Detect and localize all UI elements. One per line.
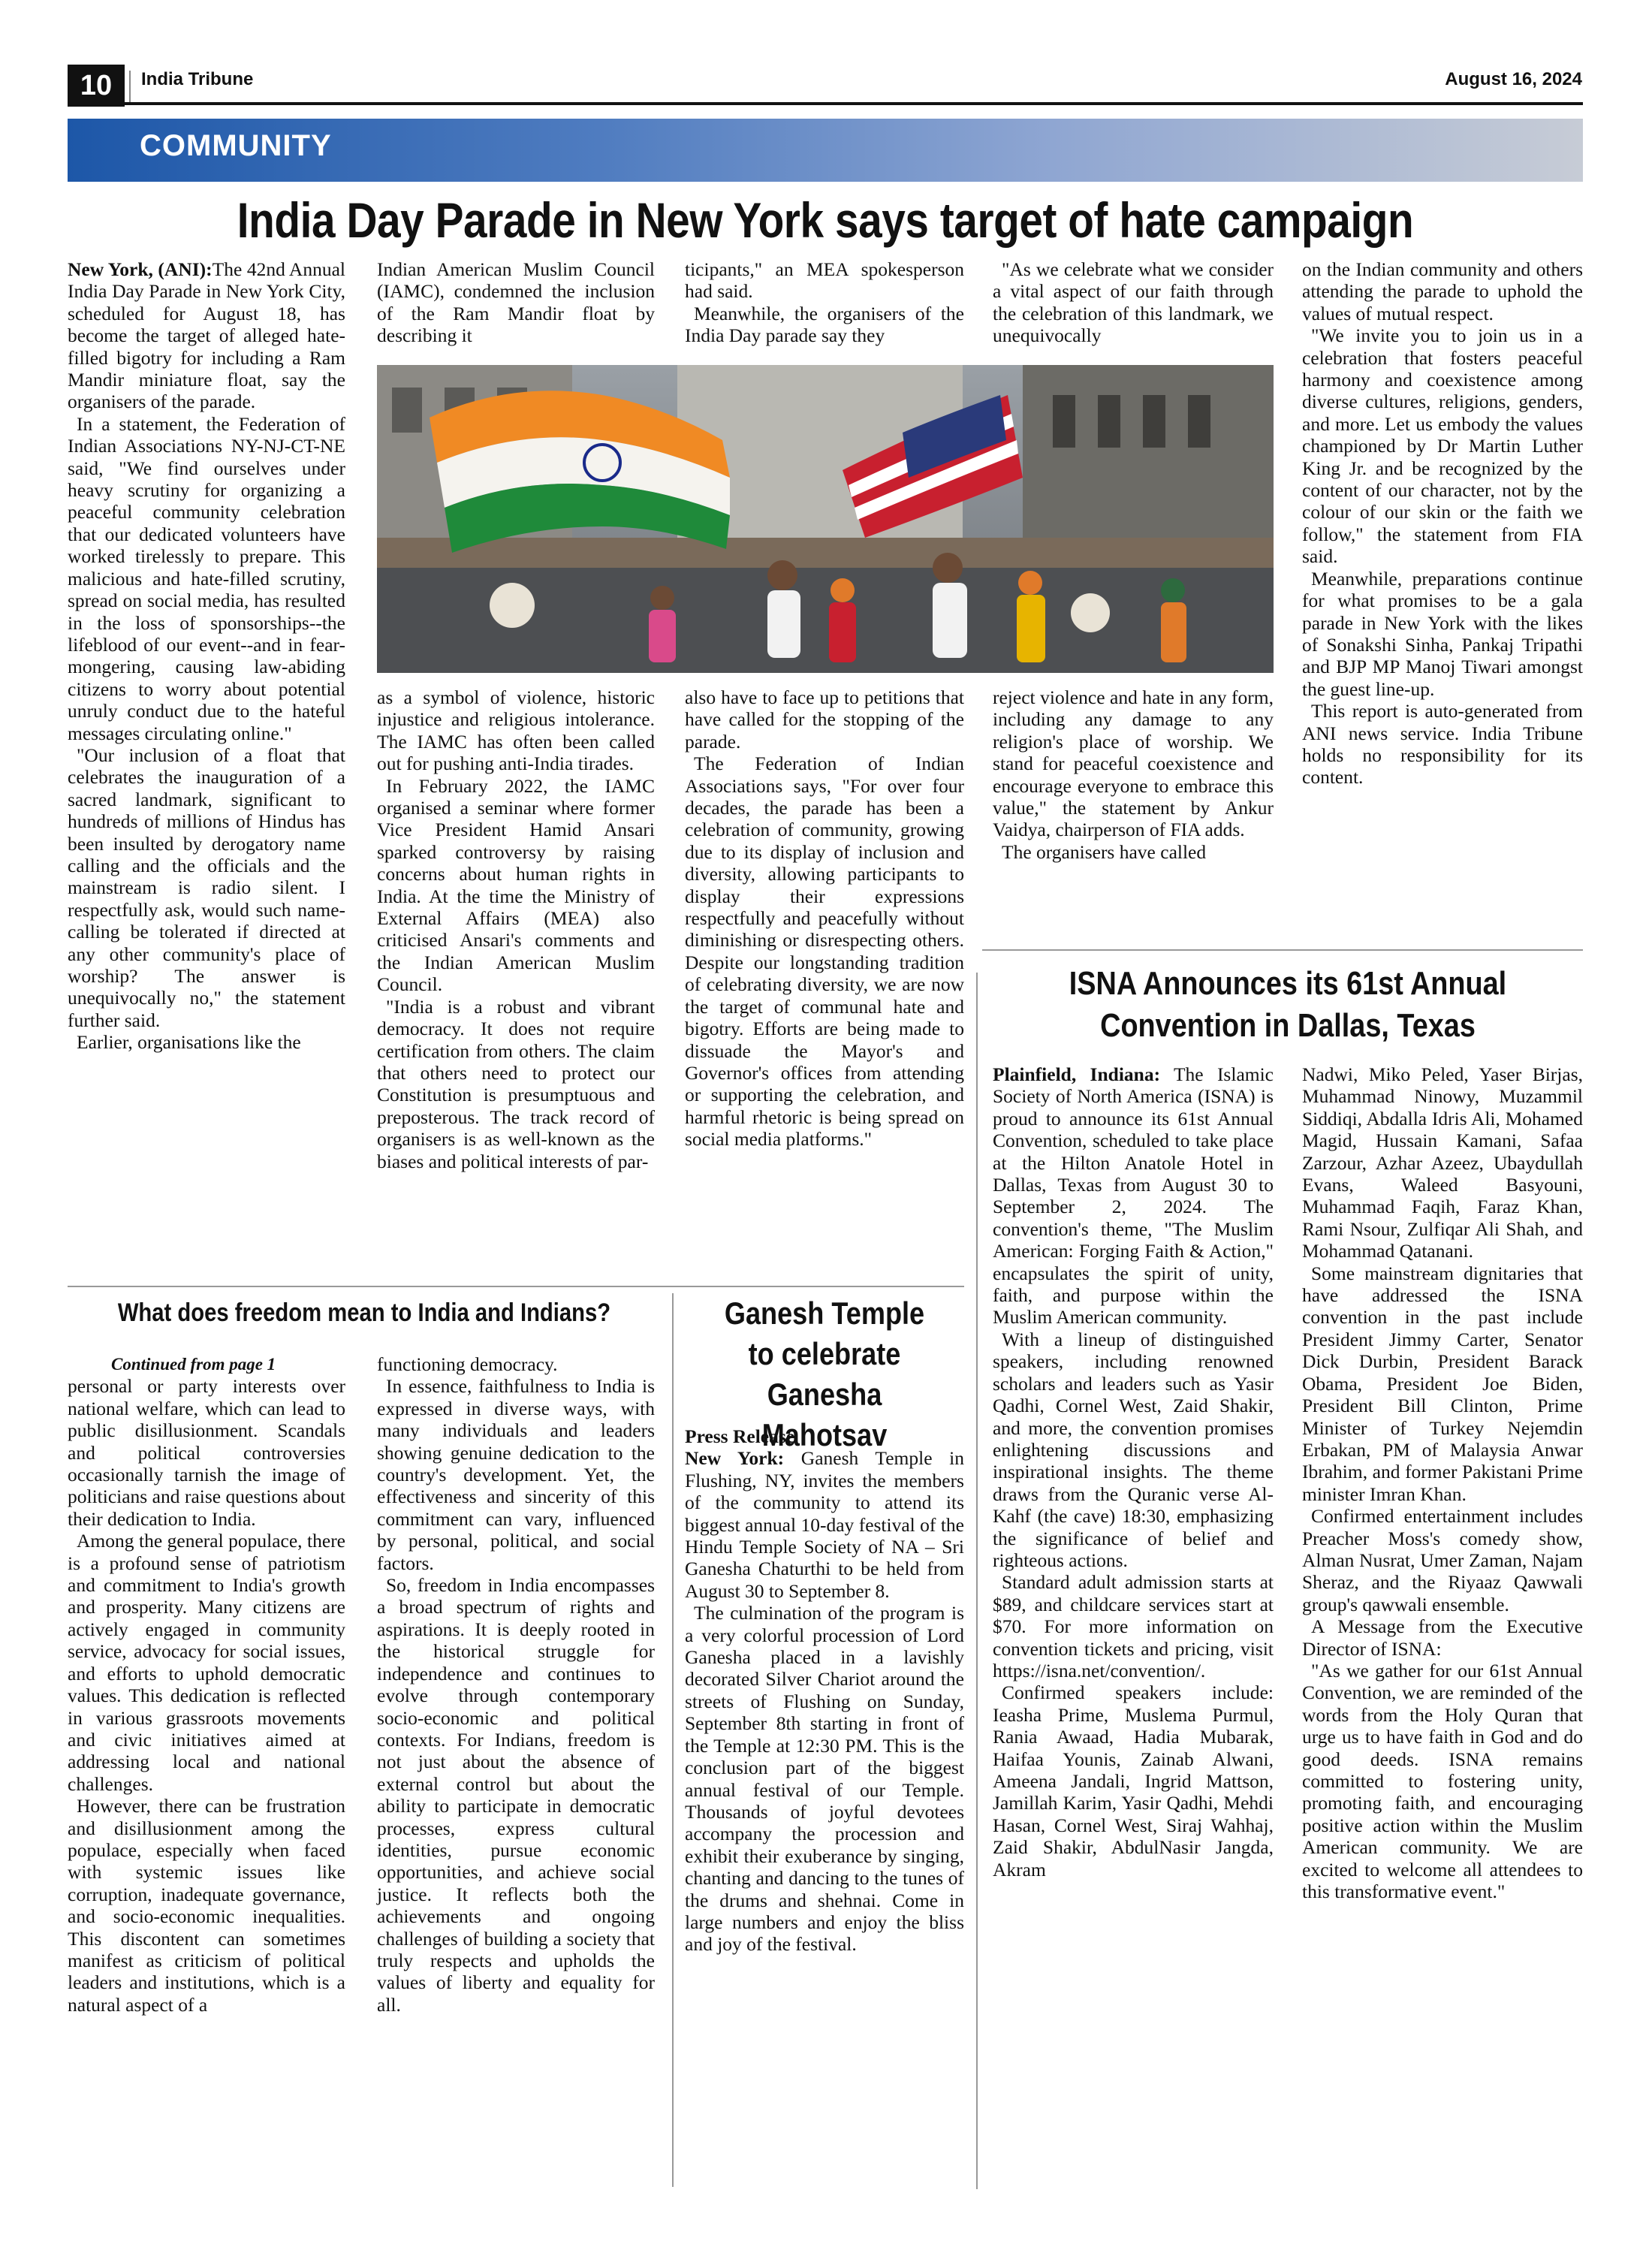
header-divider bbox=[129, 71, 131, 102]
isna-headline-line: ISNA Announces its 61st Annual bbox=[1069, 965, 1507, 1002]
paragraph: The culmination of the program is a very colorful procession of Lord Ganesha placed in a lavishly decorated Silver Chariot around the streets of Flushing on Sunday, September 8th starting in front of the Temple at 12:30 PM. This is the conclusion part of the biggest annual festival of our Temple. Thousands of joyful devotees accompany the procession and exhibit their exuberance by singing, chanting and dancing to the tunes of the drums and shehnai. Come in large numbers and enjoy the bliss and joy of the festival. bbox=[685, 1602, 964, 1956]
main-col-2-top bbox=[377, 258, 655, 347]
paragraph: The organisers have called bbox=[1002, 840, 1207, 863]
paragraph: Nadwi, Miko Peled, Yaser Birjas, Muhammad Ninowy, Muzammil Siddiqi, Abdalla Idris Ali, Mohamed Magid, Hussain Kamani, Safaa Zarzour, Azhar Azeez, Ubaydullah Evans, Waleed Basyouni, Muhammad Faqih, Faraz Khan, Rami Nsour, Zulfiqar Ali Shah, and Mohammad Qatanani. bbox=[1302, 1063, 1583, 1262]
dateline: Plainfield, Indiana: bbox=[993, 1063, 1161, 1085]
paragraph: A Message from the Executive Director of ISNA: bbox=[1302, 1615, 1583, 1660]
paragraph: With a lineup of distinguished speakers, including renowned scholars and leaders such as Yasir Qadhi, Cornel West, Zaid Shakir, and more, the convention promises enlightening discussions and inspirational insights. The theme draws from the Quranic verse Al-Kahf (the cave) 18:30, emphasizing the significance of belief and righteous actions. bbox=[993, 1328, 1274, 1571]
paragraph: Meanwhile, the organisers of the India Day parade say they bbox=[685, 302, 964, 347]
main-col-5 bbox=[1302, 258, 1583, 789]
dateline: New York, (ANI): bbox=[68, 258, 213, 280]
paragraph: Standard adult admission starts at $89, and childcare services start at $70. For more information on convention tickets and pricing, visit https://isna.net/convention/. bbox=[993, 1571, 1274, 1681]
paragraph: functioning democracy. bbox=[377, 1353, 558, 1375]
isna-headline bbox=[1034, 963, 1542, 1047]
main-headline: India Day Parade in New York says target of hate campaign bbox=[237, 192, 1414, 248]
section-rule bbox=[68, 1286, 964, 1287]
dateline: New York: bbox=[685, 1447, 785, 1470]
press-release-label: Press Release bbox=[685, 1425, 795, 1447]
publication-name: India Tribune bbox=[141, 69, 254, 89]
ganesh-column-rule bbox=[672, 1293, 674, 2187]
paragraph: The 42nd Annual India Day Parade in New York City, scheduled for August 18, has become the target of alleged hate-filled bigotry for including a Ram Mandir miniature float, say the organisers of the parade. bbox=[68, 258, 345, 413]
freedom-headline: What does freedom mean to India and Indians? bbox=[117, 1298, 611, 1327]
freedom-col-2 bbox=[377, 1353, 655, 2016]
main-col-2-bottom bbox=[377, 686, 655, 1172]
paragraph: ticipants," an MEA spokesperson had said. bbox=[685, 258, 964, 303]
paragraph: Indian American Muslim Council (IAMC), condemned the inclusion of the Ram Mandir float by describing it bbox=[377, 258, 655, 347]
paragraph: In February 2022, the IAMC organised a seminar where former Vice President Hamid Ansari sparked controversy by raising concerns about human rights in India. At the time the Ministry of External Affairs (MEA) also criticised Ansari's comments and the Indian American Muslim Council. bbox=[377, 774, 655, 996]
isna-top-rule bbox=[982, 949, 1583, 951]
paragraph: Some mainstream dignitaries that have addressed the ISNA convention in the past include President Jimmy Carter, Senator Dick Durbin, President Barack Obama, President Joe Biden, President Bill Clinton, Prime Minister of Turkey Nejemdin Erbakan, PM of Malaysia Anwar Ibrahim, and former Pakistani Prime minister Imran Khan. bbox=[1302, 1262, 1583, 1505]
isna-col-2 bbox=[1302, 1063, 1583, 1902]
main-col-3-top bbox=[685, 258, 964, 347]
paragraph: In essence, faithfulness to India is expressed in diverse ways, with many individuals and leaders showing genuine dedication to the country's development. Yet, the effectiveness and sincerity of this commitment can vary, influenced by personal, political, and social factors. bbox=[377, 1375, 655, 1574]
column-rule bbox=[976, 973, 978, 2189]
paragraph: However, there can be frustration and disillusionment among the populace, especially when faced with systemic issues like corruption, inadequate governance, and socio-economic inequalities. This discontent can sometimes manifest as criticism of political leaders and institutions, which is a natural aspect of a bbox=[68, 1795, 345, 2016]
ganesh-headline-line: Ganesha Mahotsav bbox=[761, 1377, 888, 1452]
isna-col-1 bbox=[993, 1063, 1274, 1881]
main-col-3-bottom bbox=[685, 686, 964, 1151]
paragraph: Confirmed entertainment includes Preacher Moss's comedy show, Alman Nusrat, Umer Zaman, Najam Sheraz, and the Riyaaz Qawwali group's qawwali ensemble. bbox=[1302, 1505, 1583, 1615]
paragraph: In a statement, the Federation of Indian Associations NY-NJ-CT-NE said, "We find ourselves under heavy scrutiny for organizing a peaceful community celebration that our dedicated volunteers have worked tirelessly to prepare. This malicious and hate-filled scrutiny, spread on social media, has resulted in the loss of sponsorships--the lifeblood of our event--and in fear-mongering, causing law-abiding citizens to worry about potential unruly conduct due to the hateful messages circulating online." bbox=[68, 412, 345, 744]
issue-date: August 16, 2024 bbox=[1445, 69, 1582, 89]
paragraph: personal or party interests over national welfare, which can lead to public disillusionment. Scandals and political controversies occasionally tarnish the image of politicians and raise questions about their dedication to India. bbox=[68, 1375, 345, 1530]
paragraph: The Islamic Society of North America (ISNA) is proud to announce its 61st Annual Convention, scheduled to take place at the Hilton Anatole Hotel in Dallas, Texas from August 30 to September 2, 2024. The convention's theme, "The Muslim American: Forging Faith & Action," encapsulates the spirit of unity, faith, and purpose within the Muslim American community. bbox=[993, 1063, 1274, 1329]
isna-headline-line: Convention in Dallas, Texas bbox=[1100, 1007, 1476, 1044]
paragraph: This report is auto-generated from ANI news service. India Tribune holds no responsibility for its content. bbox=[1302, 700, 1583, 789]
paragraph: "As we celebrate what we consider a vital aspect of our faith through the celebration of this landmark, we unequivocally bbox=[993, 258, 1274, 347]
paragraph: "As we gather for our 61st Annual Convention, we are reminded of the words from the Holy Quran that urge us to have faith in God and do good deeds. ISNA remains committed to fostering unity, promoting faith, and encouraging positive action within the Muslim American community. We are excited to welcome all attendees to this transformative event." bbox=[1302, 1659, 1583, 1903]
paragraph: Ganesh Temple in Flushing, NY, invites the members of the community to attend its biggest annual 10-day festival of the Hindu Temple Society of NA – Sri Ganesha Chaturthi to be held from August 30 to September 8. bbox=[685, 1447, 964, 1602]
parade-photo bbox=[377, 365, 1274, 673]
paragraph: also have to face up to petitions that have called for the stopping of the parade. bbox=[685, 686, 964, 753]
ganesh-body bbox=[685, 1425, 964, 1956]
paragraph: "India is a robust and vibrant democracy. It does not require certification from others. The claim that others need to protect our Constitution is presumptuous and preposterous. The track record of organisers is as well-known as the biases and political interests of par- bbox=[377, 995, 655, 1172]
main-col-4-top bbox=[993, 258, 1274, 347]
paragraph: Meanwhile, preparations continue for what promises to be a gala parade in New York with the likes of Sonakshi Sinha, Pankaj Tripathi and BJP MP Manoj Tiwari amongst the guest line-up. bbox=[1302, 567, 1583, 700]
paragraph: Earlier, organisations like the bbox=[77, 1031, 301, 1054]
paragraph: reject violence and hate in any form, including any damage to any religion's place of worship. We stand for peaceful coexistence and encourage everyone to embrace this value," the statement by Ankur Vaidya, chairperson of FIA adds. bbox=[993, 686, 1274, 841]
ganesh-headline-line: Ganesh Temple bbox=[724, 1295, 925, 1331]
main-col-4-bottom bbox=[993, 686, 1274, 863]
freedom-col-1 bbox=[68, 1353, 345, 2016]
paragraph: The Federation of Indian Associations says, "For over four decades, the parade has been a celebration of community, growing due to its display of inclusion and diversity, allowing participants to display their expressions respectfully and peacefully without diminishing or disrespecting others. Despite our longstanding tradition of celebrating diversity, we are now the target of communal hate and bigotry. Efforts are being made to dissuade the Mayor's and Governor's offices from attending or supporting the celebration, and harmful rhetoric is being spread on social media platforms." bbox=[685, 753, 964, 1151]
page-number: 10 bbox=[68, 65, 125, 107]
continued-label: Continued from page 1 bbox=[111, 1355, 276, 1374]
header-rule bbox=[68, 102, 1583, 105]
parade-photo-svg bbox=[377, 365, 1274, 673]
main-col-1 bbox=[68, 258, 345, 1054]
paragraph: Among the general populace, there is a profound sense of patriotism and commitment to India's growth and prosperity. Many citizens are actively engaged in community service, advocacy for social issues, and efforts to uphold democratic values. This dedication is reflected in various grassroots movements and civic initiatives aimed at addressing local and national challenges. bbox=[68, 1530, 345, 1795]
paragraph: as a symbol of violence, historic injustice and religious intolerance. The IAMC has often been called out for pushing anti-India tirades. bbox=[377, 686, 655, 775]
section-label: COMMUNITY bbox=[140, 129, 332, 162]
ganesh-headline-line: to celebrate bbox=[748, 1336, 901, 1371]
paragraph: on the Indian community and others attending the parade to uphold the values of mutual respect. bbox=[1302, 258, 1583, 324]
paragraph: Confirmed speakers include: Ieasha Prime, Muslema Purmul, Rania Awaad, Hadia Mubarak, Haifaa Younis, Zainab Alwani, Ameena Jandali, Ingrid Mattson, Jamillah Karim, Yasir Qadhi, Mehdi Hasan, Cornel West, Siraj Wahhaj, Zaid Shakir, AbdulNasir Jangda, Akram bbox=[993, 1681, 1274, 1881]
paragraph: So, freedom in India encompasses a broad spectrum of rights and aspirations. It is deeply rooted in the historical struggle for independence and continues to evolve through contemporary socio-economic and political contexts. For Indians, freedom is not just about the absence of external control but about the ability to participate in democratic processes, express cultural identities, pursue economic opportunities, and achieve social justice. It reflects both the achievements and ongoing challenges of building a society that truly respects and upholds the values of liberty and equality for all. bbox=[377, 1574, 655, 2016]
paragraph: "Our inclusion of a float that celebrates the inauguration of a sacred landmark, significant to hundreds of millions of Hindus has been insulted by derogatory name calling and the officials and the mainstream is radio silent. I respectfully ask, would such name-calling be tolerated if directed at any other community's place of worship? The answer is unequivocally no," the statement further said. bbox=[68, 743, 345, 1031]
paragraph: "We invite you to join us in a celebration that fosters peaceful harmony and coexistence among diverse cultures, religions, genders, and more. Let us embody the values championed by Dr Martin Luther King Jr. and be recognized by the content of our character, not by the colour of our skin or the faith we follow," the statement from FIA said. bbox=[1302, 324, 1583, 568]
